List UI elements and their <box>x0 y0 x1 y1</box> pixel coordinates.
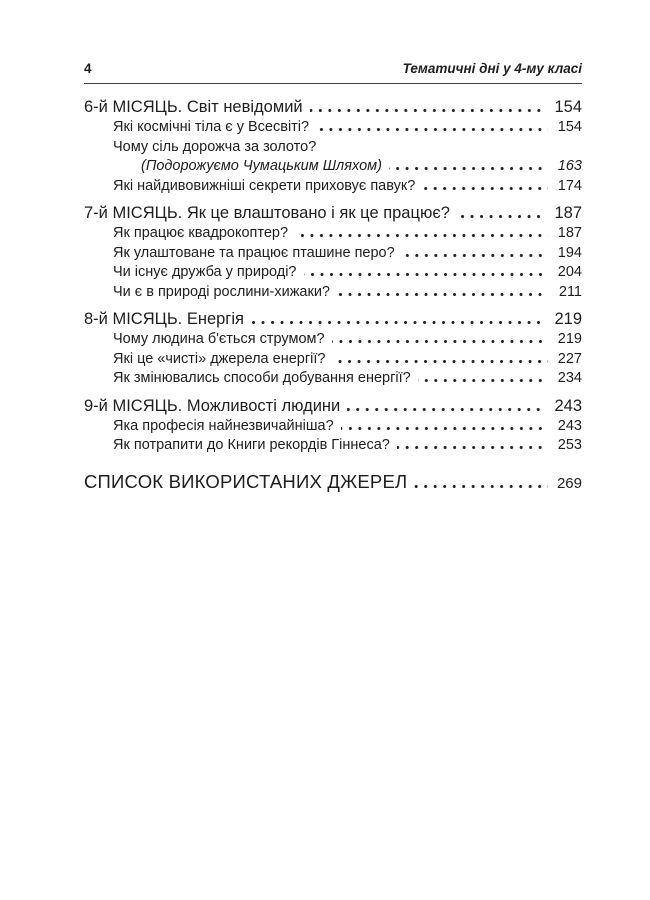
toc-entry-salt-gold-line2 <box>84 157 582 177</box>
toc-entry-title: Як змінювались способи добування енергії? <box>113 370 411 386</box>
toc-entry-title: Які найдивовижніші секрети приховує павук? <box>113 177 416 194</box>
toc-entry-page: 243 <box>557 417 582 434</box>
toc-entry-page: 187 <box>554 204 582 222</box>
toc-entry-page: 154 <box>557 119 582 135</box>
toc-entry-page: 269 <box>556 474 582 492</box>
toc-entry-page: 163 <box>557 158 582 174</box>
toc-entry-electric-shock <box>84 330 582 350</box>
toc-entry-title: Яка професія найнезвичайніша? <box>113 417 334 434</box>
toc-entry-title: Які космічні тіла є у Всесвіті? <box>113 119 310 135</box>
toc-entry-month-6 <box>84 97 582 118</box>
toc-entry-predator-plants <box>84 283 582 303</box>
folio-page-number: 4 <box>84 61 92 76</box>
toc-entry-title: Чому сіль дорожча за золото? <box>113 138 317 155</box>
dot-leader <box>332 340 548 343</box>
dot-leader <box>310 109 547 112</box>
dot-leader <box>422 187 548 190</box>
toc-entry-sources-list <box>84 469 582 496</box>
toc-entry-title: (Подорожуємо Чумацьким Шляхом) <box>141 158 382 174</box>
dot-leader <box>316 128 548 131</box>
toc-entry-salt-gold-line1 <box>84 138 582 158</box>
toc-entry-title: Які це «чисті» джерела енергії? <box>113 350 326 367</box>
toc-entry-page: 219 <box>554 310 582 328</box>
toc-entry-page: 154 <box>554 98 582 116</box>
toc-entry-page: 211 <box>558 283 582 300</box>
toc-entry-title: 6-й МІСЯЦЬ. Світ невідомий <box>84 98 303 116</box>
toc-entry-cosmic-bodies <box>84 118 582 138</box>
dot-leader <box>457 215 547 218</box>
toc-entry-title: СПИСОК ВИКОРИСТАНИХ ДЖЕРЕЛ <box>84 470 408 492</box>
toc-entry-page: 174 <box>557 177 582 194</box>
toc-entry-month-7 <box>84 203 582 224</box>
dot-leader <box>402 254 548 257</box>
toc-entry-bird-feather <box>84 244 582 264</box>
dot-leader <box>337 293 548 296</box>
toc-entry-page: 187 <box>557 225 582 241</box>
toc-entry-title: Як потрапити до Книги рекордів Гіннеса? <box>113 437 390 453</box>
toc-entry-page: 243 <box>554 396 582 415</box>
table-of-contents <box>84 84 582 496</box>
toc-entry-title: 9-й МІСЯЦЬ. Можливості людини <box>84 396 341 415</box>
toc-entry-energy-methods <box>84 369 582 389</box>
toc-entry-page: 227 <box>557 350 582 367</box>
toc-entry-quadcopter <box>84 224 582 244</box>
toc-entry-title: Як працює квадрокоптер? <box>113 225 289 241</box>
toc-entry-title: 8-й МІСЯЦЬ. Енергія <box>84 310 244 328</box>
toc-entry-page: 194 <box>557 244 582 261</box>
dot-leader <box>347 408 546 411</box>
dot-leader <box>332 360 548 363</box>
toc-entry-title: 7-й МІСЯЦЬ. Як це влаштовано і як це працює? <box>84 204 450 222</box>
dot-leader <box>341 427 548 430</box>
dot-leader <box>304 273 548 276</box>
toc-entry-page: 234 <box>557 370 582 386</box>
toc-entry-title: Чи є в природі рослини-хижаки? <box>113 283 330 300</box>
toc-entry-page: 219 <box>557 331 582 347</box>
toc-entry-month-8 <box>84 309 582 330</box>
dot-leader <box>251 321 547 324</box>
toc-entry-clean-energy <box>84 350 582 370</box>
toc-entry-page: 204 <box>557 264 582 280</box>
dot-leader <box>295 234 548 237</box>
dot-leader <box>397 446 548 449</box>
toc-entry-title: Як улаштоване та працює пташине перо? <box>113 244 395 261</box>
page-header <box>84 60 582 78</box>
toc-entry-month-9 <box>84 396 582 417</box>
dot-leader <box>389 167 548 170</box>
running-title: Тематичні дні у 4-му класі <box>402 61 582 76</box>
toc-entry-guinness-records <box>84 436 582 456</box>
toc-entry-title: Чи існує дружба у природі? <box>113 264 297 280</box>
toc-entry-page: 253 <box>557 437 582 453</box>
dot-leader <box>418 379 548 382</box>
toc-entry-friendship-nature <box>84 263 582 283</box>
toc-entry-title: Чому людина б'ється струмом? <box>113 331 325 347</box>
toc-entry-unusual-profession <box>84 417 582 437</box>
toc-entry-spider-secrets <box>84 177 582 197</box>
dot-leader <box>414 485 548 488</box>
